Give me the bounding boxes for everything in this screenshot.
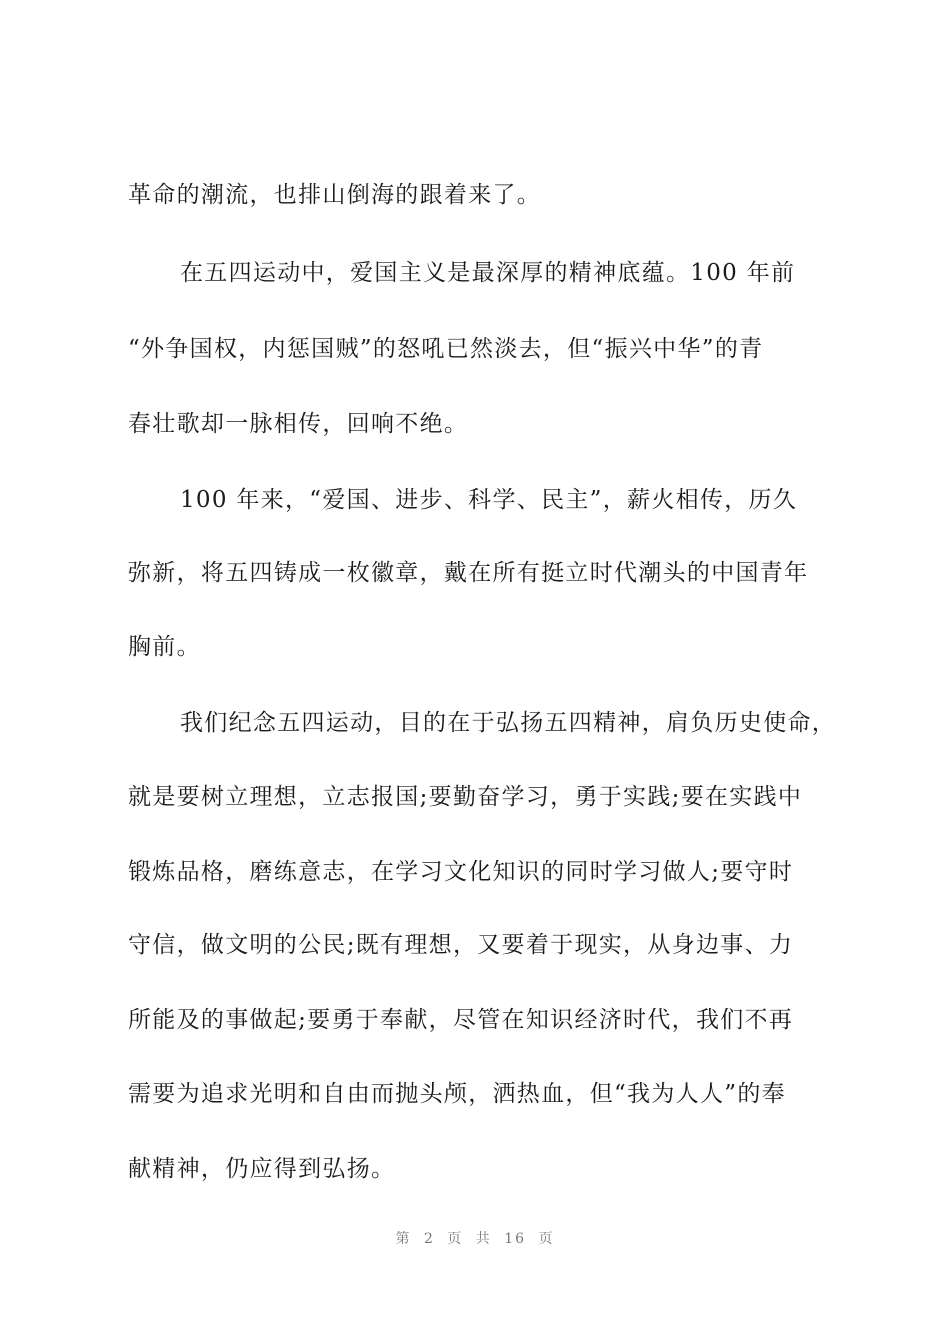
- paragraph-first-line: 在五四运动中，爱国主义是最深厚的精神底蕴。100 年前: [180, 260, 796, 286]
- text-line: 胸前。: [128, 634, 201, 660]
- text-line: 献精神，仍应得到弘扬。: [128, 1156, 396, 1182]
- text-line: 守信，做文明的公民;既有理想，又要着于现实，从身边事、力: [128, 932, 794, 958]
- paragraph-first-line: 我们纪念五四运动，目的在于弘扬五四精神，肩负历史使命，: [180, 710, 837, 736]
- page-number-footer: 第 2 页 共 16 页: [395, 1231, 555, 1247]
- text-line: 弥新，将五四铸成一枚徽章，戴在所有挺立时代潮头的中国青年: [128, 560, 809, 586]
- text-line: 就是要树立理想，立志报国;要勤奋学习，勇于实践;要在实践中: [128, 784, 803, 810]
- text-line: 需要为追求光明和自由而抛头颅，洒热血，但“我为人人”的奉: [128, 1081, 786, 1107]
- text-line: 锻炼品格，磨练意志，在学习文化知识的同时学习做人;要守时: [128, 859, 794, 885]
- paragraph-first-line: 100 年来，“爱国、进步、科学、民主”，薪火相传，历久: [180, 487, 798, 513]
- text-line: 所能及的事做起;要勇于奉献，尽管在知识经济时代，我们不再: [128, 1007, 794, 1033]
- text-line: “外争国权，内惩国贼”的怒吼已然淡去，但“振兴中华”的青: [128, 336, 764, 362]
- text-line: 春壮歌却一脉相传，回响不绝。: [128, 411, 469, 437]
- text-line: 革命的潮流，也排山倒海的跟着来了。: [128, 182, 542, 208]
